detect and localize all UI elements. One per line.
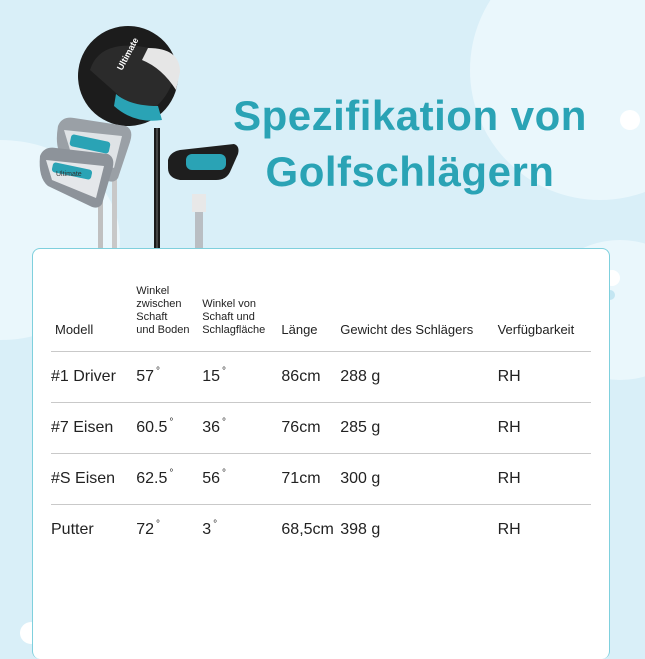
angle-value: 60.5: [136, 419, 168, 436]
angle-value: 72: [136, 521, 155, 538]
cell-weight: 285 g: [340, 403, 497, 454]
header-line: Winkel von: [202, 298, 257, 310]
degree-symbol: °: [222, 366, 227, 377]
cell-angle-floor: [136, 403, 202, 454]
header-line: Winkel: [136, 285, 170, 297]
spec-table: [51, 285, 591, 555]
header-angle-shaft-floor: [136, 285, 202, 352]
header-availability: Verfügbarkeit: [498, 285, 591, 352]
header-model: Modell: [51, 285, 136, 352]
angle-value: 15: [202, 368, 221, 385]
degree-symbol: °: [213, 519, 218, 530]
cell-length: 76cm: [281, 403, 340, 454]
cell-angle-floor: [136, 352, 202, 403]
header-line: zwischen: [136, 298, 182, 310]
cell-angle-face: [202, 505, 281, 556]
header-line: Schlagfläche: [202, 324, 266, 336]
header-line: Schaft: [136, 311, 168, 323]
header-line: und Boden: [136, 324, 190, 336]
table-header-row: [51, 285, 591, 352]
cell-model: #7 Eisen: [51, 403, 136, 454]
cell-length: 86cm: [281, 352, 340, 403]
cell-angle-face: [202, 454, 281, 505]
degree-symbol: °: [222, 417, 227, 428]
header-line: Schaft und: [202, 311, 255, 323]
cell-availability: RH: [497, 521, 521, 538]
cell-model: Putter: [51, 521, 94, 538]
header-weight: Gewicht des Schlägers: [340, 285, 497, 352]
driver-brand-label: Ultimate: [114, 35, 141, 72]
cell-weight: 300 g: [340, 454, 497, 505]
cell-model: #S Eisen: [51, 454, 136, 505]
angle-value: 3: [202, 521, 212, 538]
cell-length: 68,5cm: [281, 521, 334, 538]
angle-value: 56: [202, 470, 221, 487]
degree-symbol: °: [156, 519, 161, 530]
cell-availability: RH: [498, 454, 591, 505]
cell-angle-face: [202, 403, 281, 454]
title-line-1: Spezifikation von: [233, 92, 587, 139]
cell-model: #1 Driver: [51, 352, 136, 403]
angle-value: 62.5: [136, 470, 168, 487]
cell-length: 71cm: [281, 454, 340, 505]
header-length: Länge: [281, 285, 340, 352]
cell-angle-face: [202, 352, 281, 403]
cell-weight: 288 g: [340, 352, 497, 403]
cell-weight: 398 g: [340, 521, 381, 538]
table-row: [51, 454, 591, 505]
degree-symbol: °: [169, 417, 174, 428]
degree-symbol: °: [169, 468, 174, 479]
background-dot: [620, 110, 640, 130]
angle-value: 36: [202, 419, 221, 436]
degree-symbol: °: [156, 366, 161, 377]
table-row: [51, 352, 591, 403]
cell-angle-floor: [136, 454, 202, 505]
iron-club-s: [40, 148, 114, 250]
header-angle-shaft-face: [202, 285, 281, 352]
cell-availability: RH: [498, 403, 591, 454]
page-title: [200, 88, 620, 200]
title-line-2: Golfschlägern: [265, 148, 555, 195]
table-row: [51, 403, 591, 454]
degree-symbol: °: [222, 468, 227, 479]
table-row: [51, 505, 591, 556]
iron-brand-label: Ultimate: [56, 171, 82, 178]
angle-value: 57: [136, 368, 155, 385]
cell-availability: RH: [498, 352, 591, 403]
spec-card: [32, 248, 610, 659]
cell-angle-floor: [136, 505, 202, 556]
